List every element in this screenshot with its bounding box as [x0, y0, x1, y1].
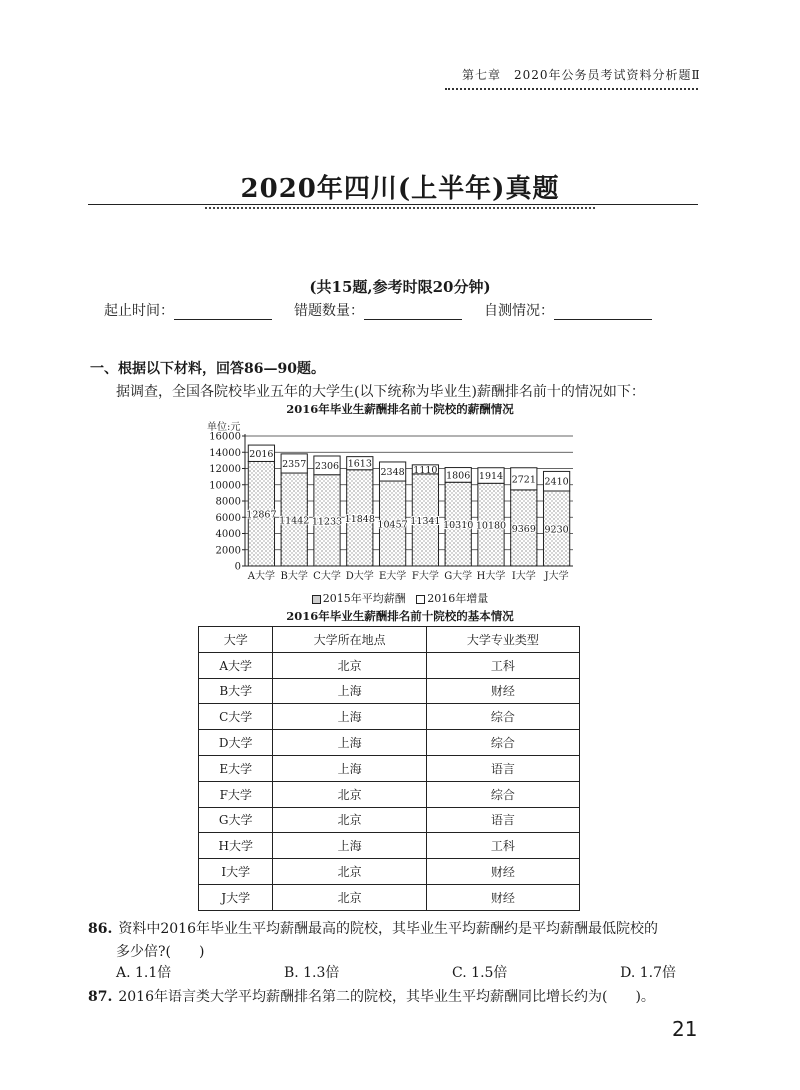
base-data-label: 10310	[443, 520, 474, 532]
table-cell: 语言	[426, 807, 579, 833]
x-category-label: C大学	[313, 571, 341, 582]
x-category-label: A大学	[247, 571, 276, 582]
table-cell: 综合	[426, 730, 579, 756]
legend-item-2015: 2015年平均薪酬	[312, 592, 406, 605]
error-count-blank	[364, 305, 462, 320]
y-tick-label: 16000	[209, 431, 241, 443]
option-c: C. 1.5倍	[452, 965, 508, 981]
x-category-label: B大学	[280, 571, 308, 582]
table-cell: B大学	[199, 678, 273, 704]
x-category-label: J大学	[544, 571, 569, 582]
running-header: 第七章 2020年公务员考试资料分析题Ⅱ	[462, 68, 701, 82]
increase-data-label: 2721	[511, 474, 536, 486]
base-data-label: 10457	[377, 519, 408, 531]
page-title: 2020年四川(上半年)真题	[240, 174, 560, 204]
university-info-table	[198, 626, 580, 911]
self-assessment-field: 自测情况：	[484, 300, 652, 320]
option-a: A. 1.1倍	[116, 965, 172, 981]
self-test-fields	[104, 300, 704, 320]
legend-swatch-2016	[416, 595, 425, 604]
base-data-label: 10180	[475, 520, 507, 532]
y-tick-label: 0	[234, 561, 241, 573]
table-row	[199, 730, 580, 756]
page-number: 21	[672, 1017, 698, 1041]
question-86-options	[116, 962, 676, 982]
salary-bar-chart	[205, 418, 595, 590]
table-cell: 工科	[426, 833, 579, 859]
table-cell: J大学	[199, 884, 273, 910]
table-row	[199, 652, 580, 678]
chart-legend	[0, 590, 800, 606]
increase-data-label: 2348	[380, 466, 405, 478]
increase-data-label: 2306	[314, 460, 340, 472]
section-heading: 一、根据以下材料，回答86—90题。	[90, 361, 325, 377]
option-d: D. 1.7倍	[620, 965, 676, 981]
table-cell: 北京	[273, 652, 426, 678]
table-cell: F大学	[199, 781, 273, 807]
start-end-time-blank	[174, 305, 272, 320]
question-number: 86.	[88, 921, 113, 937]
y-tick-label: 6000	[215, 512, 241, 524]
table-cell: A大学	[199, 652, 273, 678]
question-86	[88, 918, 658, 938]
y-tick-label: 10000	[209, 480, 241, 492]
y-tick-label: 4000	[215, 529, 241, 540]
table-cell: D大学	[199, 730, 273, 756]
title-underline	[88, 204, 698, 205]
question-number: 87.	[88, 989, 113, 1005]
question-text: 资料中2016年毕业生平均薪酬最高的院校，其毕业生平均薪酬约是平均薪酬最低院校的	[118, 921, 658, 937]
table-cell: E大学	[199, 755, 273, 781]
page-subtitle: (共15题,参考时限20分钟)	[309, 278, 491, 296]
base-data-label: 11233	[311, 516, 343, 528]
table-cell: 工科	[426, 652, 579, 678]
y-tick-label: 2000	[215, 545, 241, 557]
table-row	[199, 807, 580, 833]
table-cell: 上海	[273, 755, 426, 781]
table-cell: 北京	[273, 807, 426, 833]
table-cell: 财经	[426, 859, 579, 885]
table-cell: 北京	[273, 884, 426, 910]
base-data-label: 11848	[344, 513, 375, 525]
table-cell: 语言	[426, 755, 579, 781]
table-row	[199, 704, 580, 730]
table-cell: 北京	[273, 781, 426, 807]
increase-data-label: 1914	[478, 471, 504, 483]
base-data-label: 11341	[410, 515, 441, 527]
table-cell: 综合	[426, 781, 579, 807]
x-category-label: I大学	[511, 571, 536, 582]
increase-data-label: 2016	[249, 448, 274, 460]
table-cell: C大学	[199, 704, 273, 730]
table-cell: 综合	[426, 704, 579, 730]
x-category-label: D大学	[345, 571, 374, 582]
x-category-label: E大学	[378, 571, 407, 582]
question-87	[88, 986, 655, 1006]
x-category-label: F大学	[411, 571, 439, 582]
column-header: 大学所在地点	[273, 627, 426, 653]
table-cell: 上海	[273, 730, 426, 756]
question-86-continued: 多少倍?( )	[116, 944, 205, 960]
legend-item-2016: 2016年增量	[416, 592, 488, 605]
table-row	[199, 859, 580, 885]
table-row	[199, 833, 580, 859]
table-title: 2016年毕业生薪酬排名前十院校的基本情况	[286, 609, 514, 623]
table-row	[199, 884, 580, 910]
legend-swatch-2015	[312, 595, 321, 604]
increase-data-label: 2410	[544, 476, 569, 488]
base-data-label: 9230	[544, 524, 569, 536]
header-divider	[445, 88, 698, 90]
table-cell: 财经	[426, 678, 579, 704]
increase-data-label: 1613	[347, 458, 372, 470]
question-text: 2016年语言类大学平均薪酬排名第二的院校，其毕业生平均薪酬同比增长约为( )。	[118, 989, 655, 1005]
chart-title: 2016年毕业生薪酬排名前十院校的薪酬情况	[286, 402, 514, 416]
option-b: B. 1.3倍	[283, 965, 340, 981]
increase-data-label: 2357	[282, 458, 307, 470]
material-intro: 据调查，全国各院校毕业五年的大学生(以下统称为毕业生)薪酬排名前十的情况如下：	[116, 384, 645, 400]
table-cell: 上海	[273, 678, 426, 704]
table-cell: H大学	[199, 833, 273, 859]
column-header: 大学	[199, 627, 273, 653]
table-row	[199, 755, 580, 781]
table-cell: 北京	[273, 859, 426, 885]
table-cell: I大学	[199, 859, 273, 885]
column-header: 大学专业类型	[426, 627, 579, 653]
table-cell: G大学	[199, 807, 273, 833]
start-end-time-field: 起止时间：	[104, 300, 272, 320]
title-underline-dotted	[205, 207, 595, 209]
y-axis-label: 单位:元	[207, 422, 241, 433]
base-data-label: 12867	[246, 509, 277, 521]
table-row	[199, 678, 580, 704]
base-data-label: 11442	[279, 515, 310, 527]
base-data-label: 9369	[511, 523, 536, 535]
table-header-row	[199, 627, 580, 653]
table-row	[199, 781, 580, 807]
table-cell: 上海	[273, 833, 426, 859]
y-tick-label: 8000	[215, 496, 241, 508]
self-assessment-blank	[554, 305, 652, 320]
y-tick-label: 14000	[209, 447, 241, 459]
x-category-label: G大学	[444, 571, 473, 582]
increase-data-label: 1806	[446, 470, 471, 482]
x-category-label: H大学	[476, 571, 506, 582]
increase-data-label: 1110	[413, 464, 438, 476]
table-cell: 财经	[426, 884, 579, 910]
y-tick-label: 12000	[209, 464, 241, 475]
error-count-field: 错题数量：	[294, 300, 462, 320]
table-cell: 上海	[273, 704, 426, 730]
